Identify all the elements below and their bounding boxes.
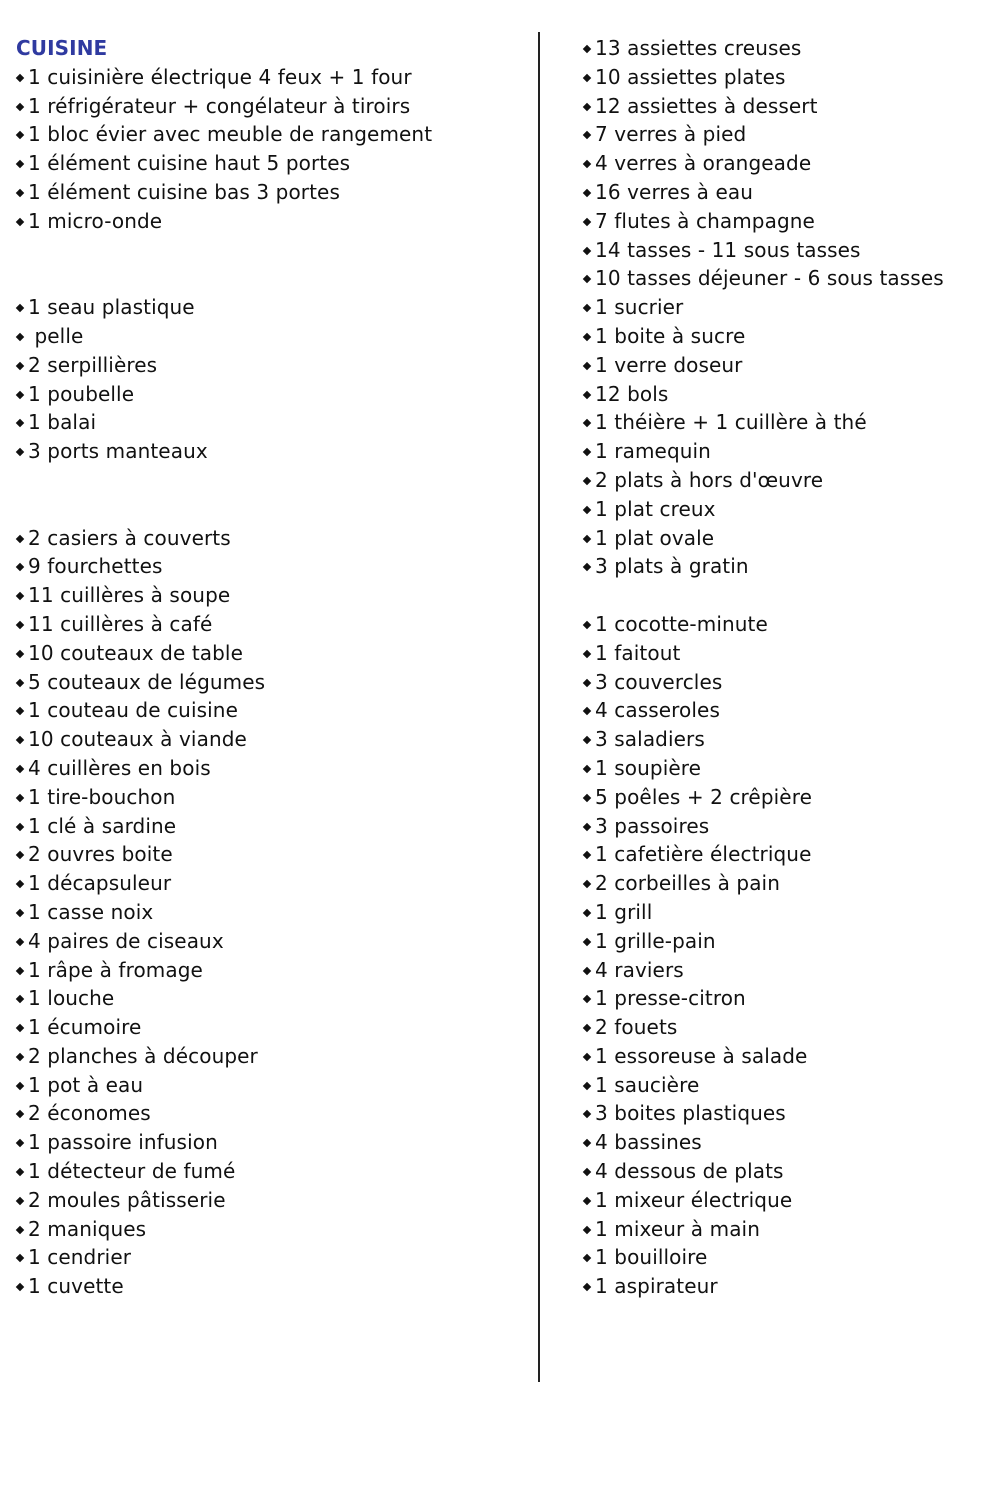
diamond-bullet-icon <box>583 678 591 686</box>
diamond-bullet-icon <box>16 1254 24 1262</box>
list-item-label: 2 corbeilles à pain <box>595 871 780 896</box>
list-item-label: 1 cafetière électrique <box>595 842 812 867</box>
diamond-bullet-icon <box>16 880 24 888</box>
list-item <box>16 207 526 236</box>
diamond-bullet-icon <box>583 1197 591 1205</box>
list-item-label: 13 assiettes creuses <box>595 36 802 60</box>
diamond-bullet-icon <box>16 909 24 917</box>
diamond-bullet-icon <box>16 592 24 600</box>
list-item-label: 1 clé à sardine <box>28 813 177 838</box>
list-item <box>583 466 993 495</box>
list-item-label: 4 raviers <box>595 957 684 982</box>
diamond-bullet-icon <box>583 534 591 542</box>
list-item <box>583 437 993 466</box>
list-item-label: 1 cuvette <box>28 1274 124 1299</box>
diamond-bullet-icon <box>583 477 591 485</box>
diamond-bullet-icon <box>16 736 24 744</box>
list-item <box>16 178 526 207</box>
list-item-label: 1 louche <box>28 986 115 1011</box>
list-item <box>583 783 993 812</box>
diamond-bullet-icon <box>583 506 591 514</box>
list-item <box>583 351 993 380</box>
list-item <box>583 1272 993 1301</box>
list-item <box>16 293 526 322</box>
list-item-label: 3 saladiers <box>595 727 705 752</box>
diamond-bullet-icon <box>16 563 24 571</box>
list-item <box>583 408 993 437</box>
column-divider <box>538 32 540 1382</box>
diamond-bullet-icon <box>16 448 24 456</box>
list-item <box>583 63 993 92</box>
list-item-label: 1 écumoire <box>28 1015 142 1040</box>
list-item <box>16 840 526 869</box>
right-group-2 <box>583 610 993 1301</box>
diamond-bullet-icon <box>583 246 591 254</box>
list-item <box>16 120 526 149</box>
list-item <box>16 92 526 121</box>
list-item-label: 1 bloc évier avec meuble de rangement <box>28 122 433 147</box>
list-item-label: 4 paires de ciseaux <box>28 928 224 953</box>
list-item <box>16 696 526 725</box>
list-item <box>16 639 526 668</box>
list-item-label: 2 planches à découper <box>28 1043 258 1068</box>
spacer <box>16 264 526 293</box>
list-item <box>16 1099 526 1128</box>
diamond-bullet-icon <box>583 1225 591 1233</box>
diamond-bullet-icon <box>583 765 591 773</box>
list-item <box>16 1243 526 1272</box>
list-item-label: 2 fouets <box>595 1015 678 1040</box>
diamond-bullet-icon <box>16 995 24 1003</box>
diamond-bullet-icon <box>583 45 591 53</box>
list-item-label: 2 maniques <box>28 1216 147 1241</box>
right-group-1 <box>583 34 993 581</box>
diamond-bullet-icon <box>16 707 24 715</box>
list-item-label: 2 plats à hors d'œuvre <box>595 467 824 492</box>
list-item <box>583 1157 993 1186</box>
diamond-bullet-icon <box>583 1168 591 1176</box>
diamond-bullet-icon <box>16 1139 24 1147</box>
list-item <box>583 552 993 581</box>
list-item <box>583 380 993 409</box>
diamond-bullet-icon <box>16 937 24 945</box>
list-item-label: pelle <box>28 323 84 348</box>
list-item <box>583 639 993 668</box>
list-item <box>16 869 526 898</box>
list-item-label: 1 couteau de cuisine <box>28 698 238 723</box>
section-heading: CUISINE <box>16 36 108 60</box>
spacer <box>16 236 526 265</box>
list-item <box>583 725 993 754</box>
list-item <box>16 927 526 956</box>
list-item-label: 4 bassines <box>595 1130 702 1155</box>
list-item <box>583 1099 993 1128</box>
list-item <box>583 524 993 553</box>
diamond-bullet-icon <box>16 1053 24 1061</box>
diamond-bullet-icon <box>16 1197 24 1205</box>
diamond-bullet-icon <box>583 390 591 398</box>
diamond-bullet-icon <box>16 793 24 801</box>
list-item-label: 5 couteaux de légumes <box>28 669 266 694</box>
list-item-label: 2 ouvres boite <box>28 842 173 867</box>
list-item <box>583 984 993 1013</box>
list-item-label: 1 ramequin <box>595 439 711 464</box>
list-item <box>583 1215 993 1244</box>
list-item <box>583 293 993 322</box>
diamond-bullet-icon <box>16 160 24 168</box>
list-item <box>16 783 526 812</box>
list-item-label: 1 seau plastique <box>28 295 195 320</box>
diamond-bullet-icon <box>583 160 591 168</box>
list-item <box>16 552 526 581</box>
diamond-bullet-icon <box>583 1081 591 1089</box>
list-item <box>583 927 993 956</box>
diamond-bullet-icon <box>16 1168 24 1176</box>
list-item-label: 1 décapsuleur <box>28 871 172 896</box>
list-item <box>583 34 993 63</box>
list-item <box>16 898 526 927</box>
diamond-bullet-icon <box>16 74 24 82</box>
list-item <box>16 725 526 754</box>
list-item-label: 1 élément cuisine bas 3 portes <box>28 179 340 204</box>
list-item-label: 1 cendrier <box>28 1245 132 1270</box>
list-item <box>583 322 993 351</box>
list-item-label: 1 grille-pain <box>595 928 716 953</box>
list-item-label: 3 boites plastiques <box>595 1101 786 1126</box>
list-item <box>583 236 993 265</box>
list-item-label: 1 grill <box>595 899 653 924</box>
diamond-bullet-icon <box>16 419 24 427</box>
diamond-bullet-icon <box>583 304 591 312</box>
list-item-label: 11 cuillères à café <box>28 611 213 636</box>
diamond-bullet-icon <box>583 1283 591 1291</box>
diamond-bullet-icon <box>16 1024 24 1032</box>
left-group-3 <box>16 524 526 1302</box>
list-item-label: 12 bols <box>595 381 669 406</box>
diamond-bullet-icon <box>583 563 591 571</box>
diamond-bullet-icon <box>16 822 24 830</box>
list-item-label: 1 sucrier <box>595 295 684 320</box>
list-item-label: 2 serpillières <box>28 352 158 377</box>
list-item-label: 1 presse-citron <box>595 986 746 1011</box>
list-item-label: 1 verre doseur <box>595 352 743 377</box>
diamond-bullet-icon <box>16 966 24 974</box>
list-item-label: 1 bouilloire <box>595 1245 708 1270</box>
list-item <box>16 812 526 841</box>
diamond-bullet-icon <box>16 851 24 859</box>
list-item <box>583 668 993 697</box>
list-item-label: 2 économes <box>28 1101 151 1126</box>
list-item <box>583 1243 993 1272</box>
list-item <box>583 1071 993 1100</box>
diamond-bullet-icon <box>583 851 591 859</box>
list-item-label: 2 moules pâtisserie <box>28 1187 226 1212</box>
list-item-label: 1 aspirateur <box>595 1274 718 1299</box>
diamond-bullet-icon <box>583 736 591 744</box>
list-item <box>16 380 526 409</box>
diamond-bullet-icon <box>583 189 591 197</box>
list-item-label: 1 mixeur à main <box>595 1216 760 1241</box>
spacer <box>583 581 993 610</box>
diamond-bullet-icon <box>583 218 591 226</box>
list-item-label: 1 cuisinière électrique 4 feux + 1 four <box>28 64 412 89</box>
list-item-label: 16 verres à eau <box>595 179 754 204</box>
list-item-label: 1 réfrigérateur + congélateur à tiroirs <box>28 93 411 118</box>
diamond-bullet-icon <box>16 304 24 312</box>
diamond-bullet-icon <box>583 1110 591 1118</box>
list-item-label: 10 assiettes plates <box>595 64 786 89</box>
diamond-bullet-icon <box>16 621 24 629</box>
list-item-label: 2 casiers à couverts <box>28 525 231 550</box>
list-item <box>16 63 526 92</box>
list-item-label: 10 tasses déjeuner - 6 sous tasses <box>595 266 944 291</box>
diamond-bullet-icon <box>16 333 24 341</box>
list-item <box>16 524 526 553</box>
left-group-2 <box>16 293 526 466</box>
spacer <box>16 495 526 524</box>
list-item <box>16 754 526 783</box>
list-item <box>16 322 526 351</box>
diamond-bullet-icon <box>583 1139 591 1147</box>
left-group-1 <box>16 63 526 236</box>
list-item <box>16 1071 526 1100</box>
diamond-bullet-icon <box>583 362 591 370</box>
list-item <box>583 898 993 927</box>
right-column <box>583 34 993 1301</box>
list-item-label: 1 tire-bouchon <box>28 784 176 809</box>
list-item-label: 3 ports manteaux <box>28 439 208 464</box>
list-item-label: 1 boite à sucre <box>595 323 746 348</box>
diamond-bullet-icon <box>583 1053 591 1061</box>
diamond-bullet-icon <box>583 793 591 801</box>
diamond-bullet-icon <box>583 909 591 917</box>
diamond-bullet-icon <box>583 995 591 1003</box>
list-item-label: 7 verres à pied <box>595 122 747 147</box>
diamond-bullet-icon <box>16 534 24 542</box>
list-item <box>16 1128 526 1157</box>
list-item <box>583 754 993 783</box>
list-item-label: 14 tasses - 11 sous tasses <box>595 237 861 262</box>
diamond-bullet-icon <box>583 102 591 110</box>
list-item <box>583 1042 993 1071</box>
list-item-label: 1 mixeur électrique <box>595 1187 793 1212</box>
list-item-label: 4 casseroles <box>595 698 720 723</box>
list-item <box>16 149 526 178</box>
list-item-label: 11 cuillères à soupe <box>28 583 231 608</box>
list-item <box>583 956 993 985</box>
list-item <box>16 1215 526 1244</box>
diamond-bullet-icon <box>16 765 24 773</box>
list-item <box>583 869 993 898</box>
diamond-bullet-icon <box>583 74 591 82</box>
list-item <box>583 840 993 869</box>
list-item-label: 1 pot à eau <box>28 1072 144 1097</box>
list-item-label: 1 détecteur de fumé <box>28 1159 236 1184</box>
diamond-bullet-icon <box>583 419 591 427</box>
diamond-bullet-icon <box>16 1283 24 1291</box>
list-item-label: 4 verres à orangeade <box>595 151 812 176</box>
diamond-bullet-icon <box>16 1225 24 1233</box>
list-item <box>16 668 526 697</box>
diamond-bullet-icon <box>16 362 24 370</box>
list-item-label: 5 poêles + 2 crêpière <box>595 784 812 809</box>
diamond-bullet-icon <box>583 448 591 456</box>
list-item <box>16 1013 526 1042</box>
list-item-label: 1 plat ovale <box>595 525 715 550</box>
list-item <box>16 1042 526 1071</box>
diamond-bullet-icon <box>583 275 591 283</box>
diamond-bullet-icon <box>16 678 24 686</box>
list-item <box>583 92 993 121</box>
list-item <box>16 610 526 639</box>
list-item-label: 12 assiettes à dessert <box>595 93 818 118</box>
list-item <box>583 495 993 524</box>
diamond-bullet-icon <box>16 131 24 139</box>
list-item-label: 3 plats à gratin <box>595 554 749 579</box>
list-item <box>16 351 526 380</box>
spacer <box>16 466 526 495</box>
list-item <box>583 1013 993 1042</box>
list-item <box>16 984 526 1013</box>
diamond-bullet-icon <box>16 649 24 657</box>
list-item-label: 7 flutes à champagne <box>595 208 815 233</box>
diamond-bullet-icon <box>583 707 591 715</box>
list-item <box>583 812 993 841</box>
diamond-bullet-icon <box>16 1081 24 1089</box>
list-item-label: 1 plat creux <box>595 496 716 521</box>
list-item-label: 1 soupière <box>595 755 702 780</box>
diamond-bullet-icon <box>583 822 591 830</box>
list-item-label: 1 cocotte-minute <box>595 611 768 636</box>
list-item <box>583 120 993 149</box>
list-item <box>16 581 526 610</box>
list-item-label: 1 faitout <box>595 640 681 665</box>
list-item <box>16 437 526 466</box>
left-column <box>16 34 526 1301</box>
list-item-label: 3 passoires <box>595 813 710 838</box>
list-item-label: 3 couvercles <box>595 669 723 694</box>
diamond-bullet-icon <box>16 189 24 197</box>
list-item <box>583 610 993 639</box>
list-item <box>16 1186 526 1215</box>
list-item <box>16 956 526 985</box>
list-item <box>16 1272 526 1301</box>
list-item <box>583 149 993 178</box>
list-item <box>583 264 993 293</box>
diamond-bullet-icon <box>16 218 24 226</box>
list-item-label: 1 essoreuse à salade <box>595 1043 808 1068</box>
list-item-label: 1 micro-onde <box>28 208 163 233</box>
list-item-label: 1 balai <box>28 410 97 435</box>
diamond-bullet-icon <box>583 649 591 657</box>
diamond-bullet-icon <box>583 880 591 888</box>
list-item-label: 1 casse noix <box>28 899 154 924</box>
list-item-label: 10 couteaux de table <box>28 640 243 665</box>
list-item-label: 4 cuillères en bois <box>28 755 211 780</box>
diamond-bullet-icon <box>16 390 24 398</box>
list-item <box>16 1157 526 1186</box>
diamond-bullet-icon <box>583 1024 591 1032</box>
diamond-bullet-icon <box>583 937 591 945</box>
list-item-label: 1 théière + 1 cuillère à thé <box>595 410 867 435</box>
diamond-bullet-icon <box>583 131 591 139</box>
list-item-label: 4 dessous de plats <box>595 1159 784 1184</box>
list-item-label: 1 poubelle <box>28 381 135 406</box>
list-item-label: 9 fourchettes <box>28 554 163 579</box>
list-item <box>583 1186 993 1215</box>
list-item-label: 1 râpe à fromage <box>28 957 203 982</box>
diamond-bullet-icon <box>583 966 591 974</box>
diamond-bullet-icon <box>16 102 24 110</box>
diamond-bullet-icon <box>583 1254 591 1262</box>
diamond-bullet-icon <box>583 621 591 629</box>
list-item <box>583 207 993 236</box>
list-item <box>583 696 993 725</box>
list-item <box>16 408 526 437</box>
list-item <box>583 1128 993 1157</box>
list-item-label: 10 couteaux à viande <box>28 727 247 752</box>
list-item <box>583 178 993 207</box>
list-item-label: 1 élément cuisine haut 5 portes <box>28 151 351 176</box>
list-item-label: 1 saucière <box>595 1072 700 1097</box>
diamond-bullet-icon <box>583 333 591 341</box>
list-item-label: 1 passoire infusion <box>28 1130 218 1155</box>
diamond-bullet-icon <box>16 1110 24 1118</box>
